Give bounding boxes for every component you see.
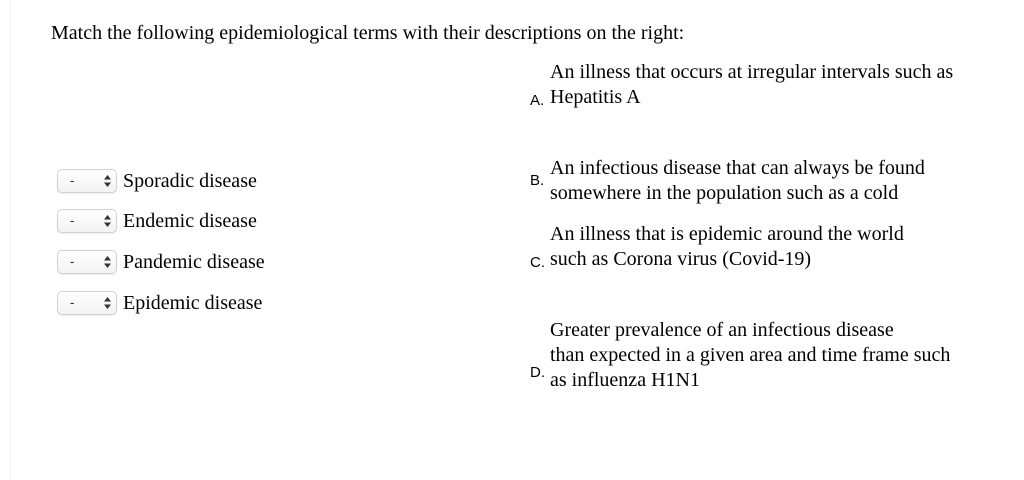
- option-line: An illness that occurs at irregular intervals such as: [550, 61, 954, 83]
- option-line: Greater prevalence of an infectious disease: [550, 319, 894, 341]
- option-d-description: [550, 318, 1010, 393]
- option-line: such as Corona virus (Covid-19): [550, 248, 812, 270]
- up-down-chevron-icon: [103, 296, 112, 310]
- match-row-1: [57, 168, 257, 194]
- term-label: Epidemic disease: [123, 292, 263, 314]
- select-value: -: [70, 254, 75, 269]
- term-label: Endemic disease: [123, 210, 257, 232]
- up-down-chevron-icon: [103, 214, 112, 228]
- option-line: than expected in a given area and time frame such: [550, 344, 951, 366]
- option-line: as influenza H1N1: [550, 369, 700, 391]
- option-line: An illness that is epidemic around the world: [550, 223, 904, 245]
- up-down-chevron-icon: [103, 255, 112, 269]
- select-value: -: [70, 173, 75, 188]
- option-c-description: [550, 222, 1010, 272]
- select-value: -: [70, 295, 75, 310]
- match-row-4: [57, 290, 262, 316]
- option-line: An infectious disease that can always be found: [550, 157, 925, 179]
- option-b-letter: B.: [530, 172, 545, 189]
- term-label: Sporadic disease: [123, 170, 257, 192]
- answer-select-1[interactable]: [57, 169, 117, 193]
- option-line: Hepatitis A: [550, 86, 641, 108]
- answer-select-4[interactable]: [57, 291, 117, 315]
- option-line: somewhere in the population such as a cold: [550, 182, 899, 204]
- option-b-description: [550, 156, 1010, 206]
- select-value: -: [70, 213, 75, 228]
- match-row-2: [57, 208, 257, 234]
- up-down-chevron-icon: [103, 174, 112, 188]
- option-c-letter: C.: [530, 254, 545, 271]
- option-a-letter: A.: [530, 92, 545, 109]
- answer-select-3[interactable]: [57, 250, 117, 274]
- answer-select-2[interactable]: [57, 209, 117, 233]
- option-d-letter: D.: [530, 364, 545, 381]
- match-row-3: [57, 249, 265, 275]
- option-a-description: [550, 60, 1010, 110]
- question-text: Match the following epidemiological terms with their descriptions on the right:: [51, 22, 685, 44]
- page-left-border: [10, 0, 11, 480]
- term-label: Pandemic disease: [123, 251, 265, 273]
